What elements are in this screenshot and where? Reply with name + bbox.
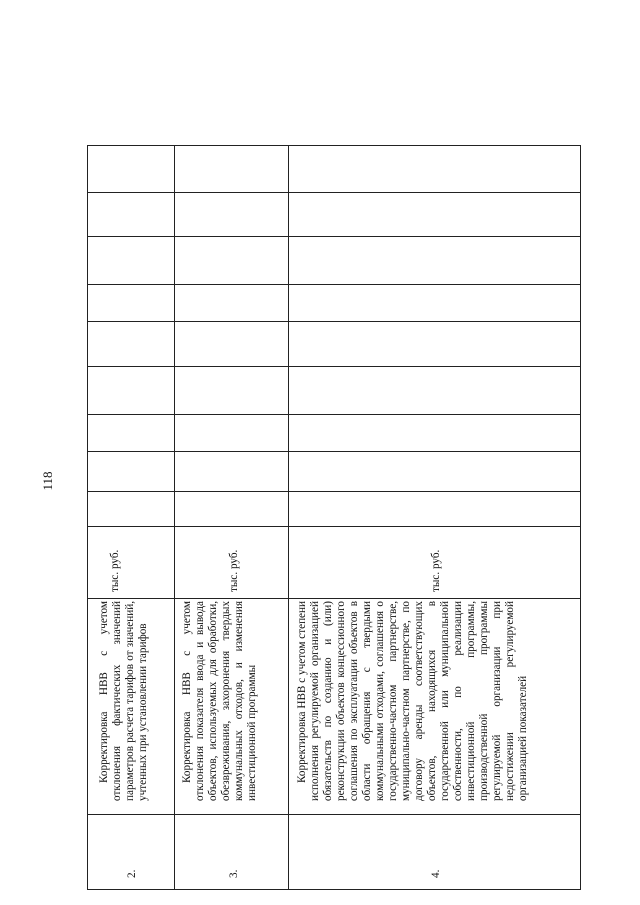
column-divider: [88, 366, 580, 367]
row-unit: тыс. руб.: [109, 549, 121, 592]
column-divider: [88, 321, 580, 322]
column-divider: [88, 192, 580, 193]
column-divider: [88, 598, 580, 599]
column-divider: [88, 526, 580, 527]
column-divider: [88, 414, 580, 415]
column-divider: [88, 451, 580, 452]
data-table: [87, 145, 581, 890]
row-description: Корректировка НВВ с учетом отклонения фактических значений параметров расчета тарифов от значений, учтенных при установлении тарифов: [98, 601, 149, 801]
row-unit: тыс. руб.: [430, 549, 442, 592]
row-number: 3.: [228, 869, 240, 878]
row-divider: [174, 146, 175, 889]
row-unit: тыс. руб.: [228, 549, 240, 592]
row-number: 4.: [430, 869, 442, 878]
row-description: Корректировка НВВ с учетом степени исполнения регулируемой организацией обязательств по созданию и (или) реконструкции объектов концессионного соглашения по эксплуатации объектов в области обращения с твердыми коммунальными отходами, соглашения о государственно-частном партнерстве, муниципально-частном партнерстве, по договору аренды соответствующих объектов, находящихся в государственной или муниципальной собственности, по реализации инвестиционной программы, производственной программы регулируемой организации при недостижении регулируемой организацией показателей: [296, 601, 529, 801]
row-number: 2.: [126, 869, 138, 878]
page-number: 118: [40, 471, 55, 491]
row-divider: [288, 146, 289, 889]
column-divider: [88, 236, 580, 237]
column-divider: [88, 491, 580, 492]
column-divider: [88, 284, 580, 285]
column-divider: [88, 814, 580, 815]
row-description: Корректировка НВВ с учетом отклонения показателя ввода и вывода объектов, используемых для обработки, обезвреживания, захоронения твердых коммунальных отходов, и изменения инвестиционной программы: [181, 601, 258, 801]
